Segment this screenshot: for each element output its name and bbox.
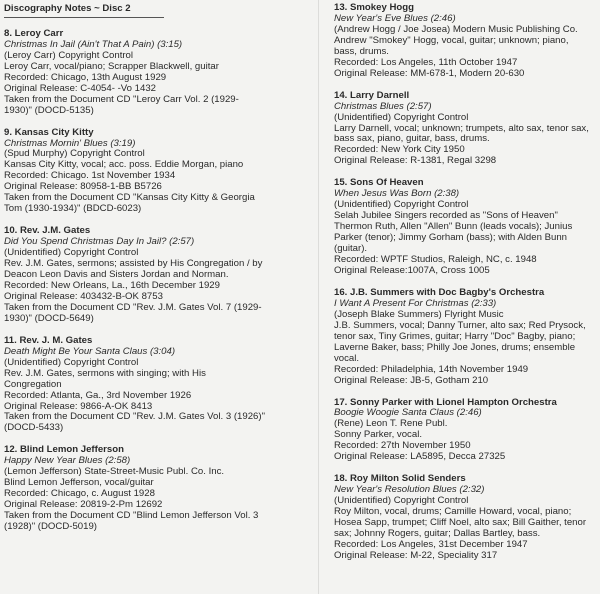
detail-line: (guitar).	[334, 243, 368, 255]
detail-line: Recorded: Los Angeles, 31st December 1947	[334, 538, 528, 550]
track-title: 8. Leroy Carr	[4, 27, 64, 39]
detail-line: Recorded: Philadelphia, 14th November 1949	[334, 363, 529, 375]
track-entry	[4, 336, 300, 435]
detail-line: bass, drums.	[334, 45, 389, 57]
right-entries-list	[334, 3, 596, 562]
detail-line: J.B. Summers, vocal; Danny Turner, alto sax; Red Prysock,	[334, 319, 586, 331]
track-entry	[334, 3, 596, 80]
detail-line: (DOCD-5433)	[4, 422, 64, 434]
song-title: When Jesus Was Born (2:38)	[334, 188, 460, 200]
detail-line: Taken from the Document CD "Blind Lemon Jefferson Vol. 3	[4, 510, 259, 522]
track-entry	[334, 288, 596, 387]
detail-line: tenor sax, Tiny Grimes, guitar; Harry "Doc" Bagby, piano;	[334, 330, 576, 342]
detail-line: Taken from the Document CD "Rev. J.M. Gates Vol. 3 (1926)"	[4, 411, 265, 423]
detail-line: Original Release: C-4054- -Vo 1432	[4, 82, 156, 94]
detail-line: Original Release: M-22, Speciality 317	[334, 549, 498, 561]
detail-line: Deacon Leon Davis and Sisters Jordan and Norman.	[4, 269, 229, 281]
detail-line: Original Release: 80958-1-BB B5726	[4, 181, 162, 193]
detail-line: Taken from the Document CD "Leroy Carr Vol. 2 (1929-	[4, 93, 239, 105]
track-title: 17. Sonny Parker with Lionel Hampton Orchestra	[334, 396, 557, 408]
detail-line: 1930)" (DOCD-5649)	[4, 312, 94, 324]
detail-line: (Unidentified) Copyright Control	[4, 356, 139, 368]
detail-line: Original Release: R-1381, Regal 3298	[334, 155, 497, 167]
detail-line: Original Release: JB-5, Gotham 210	[334, 374, 489, 386]
detail-line: (Andrew Hogg / Joe Josea) Modern Music Publishing Co.	[334, 23, 578, 35]
detail-line: Sonny Parker, vocal.	[334, 429, 422, 441]
detail-line: vocal.	[334, 352, 360, 364]
detail-line: Roy Milton, vocal, drums; Camille Howard, vocal, piano;	[334, 506, 572, 518]
detail-line: Hosea Sapp, trumpet; Cliff Noel, alto sax; Bill Gaither, tenor	[334, 517, 587, 529]
song-title: Christmas Blues (2:57)	[334, 100, 432, 112]
track-title: 12. Blind Lemon Jefferson	[4, 444, 124, 456]
page-title: Discography Notes ~ Disc 2	[4, 4, 164, 18]
detail-line: Leroy Carr, vocal/piano; Scrapper Blackwell, guitar	[4, 60, 219, 72]
track-entry	[4, 29, 300, 117]
song-title: Happy New Year Blues (2:58)	[4, 455, 131, 467]
detail-line: Original Release: LA5895, Decca 27325	[334, 451, 506, 463]
detail-line: Original Release:1007A, Cross 1005	[334, 264, 490, 276]
song-title: Christmas Mornin' Blues (3:19)	[4, 137, 136, 149]
detail-line: Congregation	[4, 378, 62, 390]
song-title: New Year's Resolution Blues (2:32)	[334, 484, 485, 496]
detail-line: Recorded: Atlanta, Ga., 3rd November 1926	[4, 389, 192, 401]
detail-line: Original Release: 20819-2-Pm 12692	[4, 499, 163, 511]
track-entry	[334, 398, 596, 464]
detail-line: Recorded: Chicago, c. August 1928	[4, 488, 155, 500]
detail-line: bass sax, piano, guitar, bass, drums.	[334, 133, 490, 145]
detail-line: Recorded: Chicago. 1st November 1934	[4, 170, 176, 182]
detail-line: Recorded: New Orleans, La., 16th December 1929	[4, 279, 220, 291]
right-column	[334, 0, 596, 562]
detail-line: Laverne Baker, bass; Philly Joe Jones, drums; ensemble	[334, 341, 576, 353]
detail-line: Recorded: New York City 1950	[334, 144, 465, 156]
left-column	[4, 0, 300, 533]
column-divider	[318, 0, 319, 594]
song-title: Boogie Woogie Santa Claus (2:46)	[334, 407, 482, 419]
detail-line: Original Release: 9866-A-OK 8413	[4, 400, 153, 412]
track-entry	[334, 178, 596, 277]
detail-line: Recorded: 27th November 1950	[334, 440, 471, 452]
detail-line: sax; Johnny Rogers, guitar; Dallas Bartley, bass.	[334, 527, 541, 539]
detail-line: Recorded: Los Angeles, 11th October 1947	[334, 56, 518, 68]
song-title: Death Might Be Your Santa Claus (3:04)	[4, 345, 176, 357]
detail-line: Parker (tenor); Jimmy Gorham (bass); with Alden Bunn	[334, 232, 567, 244]
track-entry	[334, 91, 596, 168]
detail-line: (Joseph Blake Summers) Flyright Music	[334, 308, 504, 320]
track-title: 13. Smokey Hogg	[334, 2, 414, 13]
detail-line: Blind Lemon Jefferson, vocal/guitar	[4, 477, 154, 489]
detail-line: (Unidentified) Copyright Control	[334, 111, 469, 123]
left-entries-list	[4, 29, 300, 533]
track-title: 10. Rev. J.M. Gates	[4, 225, 91, 237]
detail-line: Taken from the Document CD "Kansas City Kitty & Georgia	[4, 192, 255, 204]
detail-line: Larry Darnell, vocal; unknown; trumpets, alto sax, tenor sax,	[334, 122, 589, 134]
song-title: New Year's Eve Blues (2:46)	[334, 12, 456, 24]
song-title: Did You Spend Christmas Day In Jail? (2:57)	[4, 236, 195, 248]
track-title: 14. Larry Darnell	[334, 89, 410, 101]
detail-line: (Rene) Leon T. Rene Publ.	[334, 418, 448, 430]
detail-line: 1930)" (DOCD-5135)	[4, 104, 94, 116]
detail-line: Original Release: 403432-B-OK 8753	[4, 290, 163, 302]
detail-line: (Unidentified) Copyright Control	[4, 247, 139, 259]
detail-line: (Unidentified) Copyright Control	[334, 495, 469, 507]
detail-line: Rev. J.M. Gates, sermons; assisted by His Congregation / by	[4, 258, 263, 270]
track-title: 18. Roy Milton Solid Senders	[334, 473, 466, 485]
detail-line: (Spud Murphy) Copyright Control	[4, 148, 145, 160]
track-entry	[334, 474, 596, 562]
detail-line: Andrew "Smokey" Hogg, vocal, guitar; unknown; piano,	[334, 34, 569, 46]
detail-line: Kansas City Kitty, vocal; acc. poss. Eddie Morgan, piano	[4, 159, 244, 171]
song-title: Christmas In Jail (Ain't That A Pain) (3:15)	[4, 38, 183, 50]
track-title: 11. Rev. J. M. Gates	[4, 334, 93, 346]
track-title: 9. Kansas City Kitty	[4, 126, 94, 138]
track-title: 15. Sons Of Heaven	[334, 177, 424, 189]
detail-line: Taken from the Document CD "Rev. J.M. Gates Vol. 7 (1929-	[4, 301, 262, 313]
track-entry	[4, 128, 300, 216]
detail-line: Rev. J.M. Gates, sermons with singing; with His	[4, 367, 206, 379]
detail-line: Thermon Ruth, Allen "Allen" Bunn (leads vocals); Junius	[334, 221, 573, 233]
detail-line: Original Release: MM-678-1, Modern 20-630	[334, 67, 525, 79]
detail-line: Selah Jubilee Singers recorded as "Sons of Heaven"	[334, 210, 558, 222]
detail-line: (Lemon Jefferson) State-Street-Music Publ. Co. Inc.	[4, 466, 225, 478]
detail-line: (1928)" (DOCD-5019)	[4, 521, 97, 533]
detail-line: Recorded: WPTF Studios, Raleigh, NC, c. 1948	[334, 254, 537, 266]
detail-line: Tom (1930-1934)" (BDCD-6023)	[4, 203, 142, 215]
track-entry	[4, 226, 300, 325]
detail-line: Recorded: Chicago, 13th August 1929	[4, 71, 167, 83]
song-title: I Want A Present For Christmas (2:33)	[334, 297, 497, 309]
track-title: 16. J.B. Summers with Doc Bagby's Orchestra	[334, 286, 545, 298]
detail-line: (Leroy Carr) Copyright Control	[4, 49, 134, 61]
track-entry	[4, 445, 300, 533]
detail-line: (Unidentified) Copyright Control	[334, 199, 469, 211]
